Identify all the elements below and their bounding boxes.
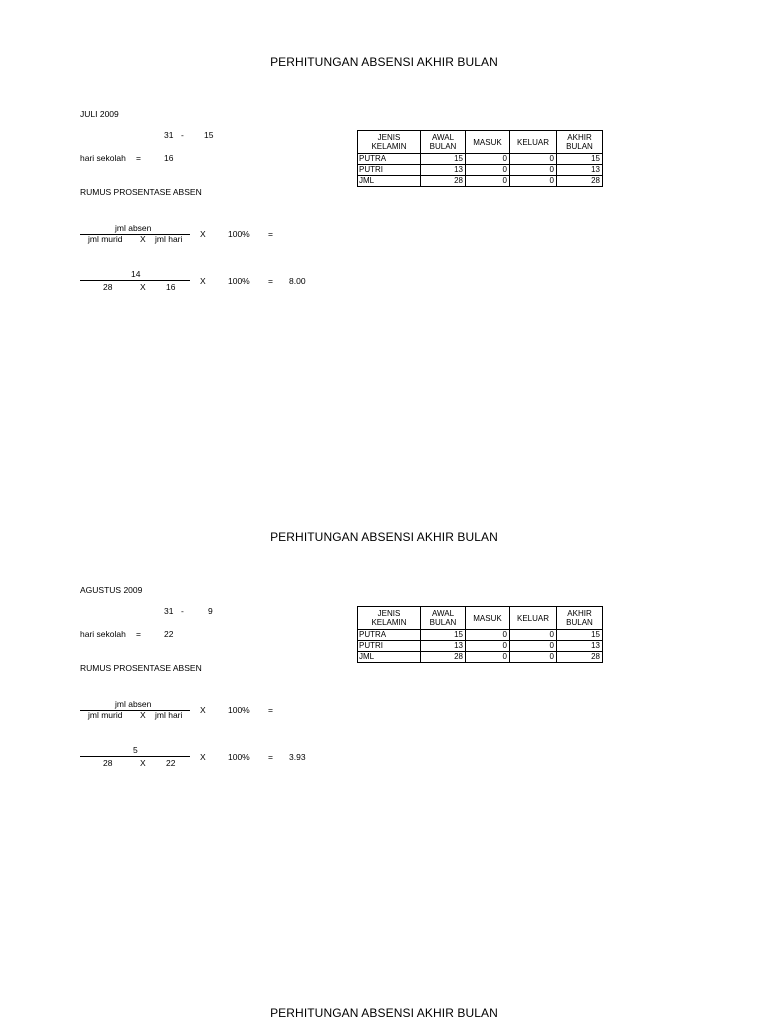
section-title: PERHITUNGAN ABSENSI AKHIR BULAN — [270, 530, 498, 544]
calc-result: 8.00 — [289, 276, 306, 286]
formula-title: RUMUS PROSENTASE ABSEN — [80, 663, 202, 673]
calc-denominator-times: X — [140, 282, 146, 292]
calc-minus: - — [181, 130, 184, 140]
cell-out: 0 — [510, 176, 557, 187]
cell-out: 0 — [510, 641, 557, 652]
header-gender: JENIS KELAMIN — [358, 131, 421, 154]
header-end-month: AKHIR BULAN — [557, 607, 603, 630]
header-out: KELUAR — [510, 607, 557, 630]
calc-minus: - — [181, 606, 184, 616]
cell-in: 0 — [466, 154, 510, 165]
cell-gender: PUTRA — [358, 630, 421, 641]
cell-start: 13 — [421, 165, 466, 176]
header-in: MASUK — [466, 131, 510, 154]
calc-percent: 100% — [228, 752, 250, 762]
cell-end: 15 — [557, 630, 603, 641]
school-days-value: 16 — [164, 153, 174, 163]
calc-times: X — [200, 276, 206, 286]
formula-numerator: jml absen — [115, 223, 152, 233]
cell-start: 13 — [421, 641, 466, 652]
formula-title: RUMUS PROSENTASE ABSEN — [80, 187, 202, 197]
calc-denominator-days: 22 — [166, 758, 176, 768]
cell-in: 0 — [466, 652, 510, 663]
calc-numerator: 5 — [133, 745, 138, 755]
table-header-row — [358, 607, 603, 630]
formula-percent: 100% — [228, 229, 250, 239]
calc-days-total: 31 — [164, 606, 174, 616]
cell-gender: PUTRI — [358, 641, 421, 652]
calc-days-off: 9 — [208, 606, 213, 616]
header-start-month: AWAL BULAN — [421, 131, 466, 154]
cell-gender: PUTRA — [358, 154, 421, 165]
cell-start: 15 — [421, 630, 466, 641]
formula-denominator-times: X — [140, 710, 146, 720]
calc-times: X — [200, 752, 206, 762]
table-row — [358, 165, 603, 176]
formula-percent: 100% — [228, 705, 250, 715]
table-row — [358, 154, 603, 165]
header-start-month: AWAL BULAN — [421, 607, 466, 630]
formula-denominator-days: jml hari — [155, 234, 183, 244]
calc-numerator: 14 — [131, 269, 141, 279]
cell-out: 0 — [510, 652, 557, 663]
cell-end: 13 — [557, 641, 603, 652]
month-label: JULI 2009 — [80, 109, 119, 119]
formula-equals: = — [268, 705, 273, 715]
table-header-row — [358, 131, 603, 154]
table-row-total — [358, 652, 603, 663]
header-out: KELUAR — [510, 131, 557, 154]
cell-end: 28 — [557, 652, 603, 663]
school-days-equals: = — [136, 629, 141, 639]
section-title: PERHITUNGAN ABSENSI AKHIR BULAN — [270, 55, 498, 69]
calc-equals: = — [268, 276, 273, 286]
cell-out: 0 — [510, 154, 557, 165]
calc-denominator-times: X — [140, 758, 146, 768]
cell-end: 28 — [557, 176, 603, 187]
formula-denominator-times: X — [140, 234, 146, 244]
cell-in: 0 — [466, 165, 510, 176]
calc-denominator-students: 28 — [103, 282, 113, 292]
cell-in: 0 — [466, 176, 510, 187]
attendance-table — [357, 130, 603, 187]
cell-start: 15 — [421, 154, 466, 165]
cell-end: 15 — [557, 154, 603, 165]
formula-times: X — [200, 705, 206, 715]
table-row — [358, 641, 603, 652]
header-in: MASUK — [466, 607, 510, 630]
formula-equals: = — [268, 229, 273, 239]
calc-denominator-students: 28 — [103, 758, 113, 768]
table-row — [358, 630, 603, 641]
calc-fraction-line — [80, 280, 190, 281]
formula-denominator-students: jml murid — [88, 234, 123, 244]
formula-times: X — [200, 229, 206, 239]
cell-gender: JML — [358, 652, 421, 663]
formula-denominator-students: jml murid — [88, 710, 123, 720]
calc-result: 3.93 — [289, 752, 306, 762]
cell-start: 28 — [421, 652, 466, 663]
cell-in: 0 — [466, 630, 510, 641]
next-section-title: PERHITUNGAN ABSENSI AKHIR BULAN — [270, 1006, 498, 1020]
header-end-month: AKHIR BULAN — [557, 131, 603, 154]
cell-in: 0 — [466, 641, 510, 652]
school-days-label: hari sekolah — [80, 153, 126, 163]
cell-start: 28 — [421, 176, 466, 187]
table-row-total — [358, 176, 603, 187]
cell-gender: PUTRI — [358, 165, 421, 176]
formula-denominator-days: jml hari — [155, 710, 183, 720]
header-gender: JENIS KELAMIN — [358, 607, 421, 630]
school-days-equals: = — [136, 153, 141, 163]
cell-out: 0 — [510, 165, 557, 176]
calc-days-total: 31 — [164, 130, 174, 140]
calc-fraction-line — [80, 756, 190, 757]
calc-equals: = — [268, 752, 273, 762]
cell-gender: JML — [358, 176, 421, 187]
school-days-label: hari sekolah — [80, 629, 126, 639]
formula-numerator: jml absen — [115, 699, 152, 709]
month-label: AGUSTUS 2009 — [80, 585, 143, 595]
school-days-value: 22 — [164, 629, 174, 639]
cell-out: 0 — [510, 630, 557, 641]
calc-days-off: 15 — [204, 130, 214, 140]
calc-percent: 100% — [228, 276, 250, 286]
cell-end: 13 — [557, 165, 603, 176]
attendance-table — [357, 606, 603, 663]
calc-denominator-days: 16 — [166, 282, 176, 292]
